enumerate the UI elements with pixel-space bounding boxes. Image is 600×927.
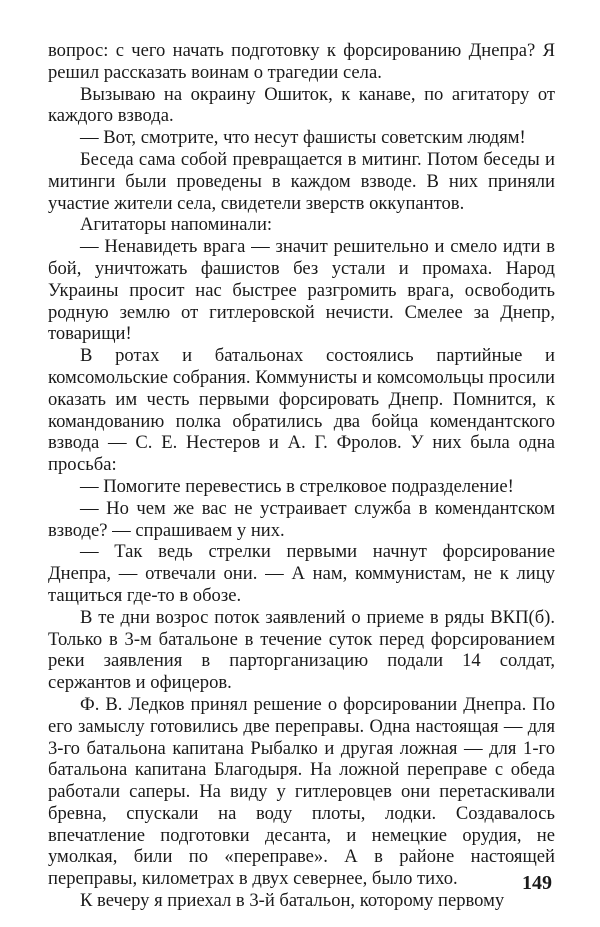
paragraph-6: — Ненавидеть врага — значит решительно и смело идти в бой, уничтожать фашистов без устали и промаха. Народ Украины просит нас быстрее разгромить врага, освободить родную землю от гитлеровской нечисти. Смелее за Днепр, товарищи!	[48, 236, 555, 345]
page-number: 149	[522, 872, 552, 894]
paragraph-12: Ф. В. Ледков принял решение о форсировании Днепра. По его замыслу готовились две переправы. Одна настоящая — для 3-го батальона капитана Рыбалко и другая ложная — для 1-го батальона капитана Благодыря. На ложной переправе с обеда работали саперы. На виду у гитлеровцев они перетаскивали бревна, спускали на воду плоты, лодки. Создавалось впечатление подготовки десанта, и немецкие орудия, не умолкая, били по «переправе». А в районе настоящей переправы, километрах в двух севернее, было тихо.	[48, 693, 555, 890]
paragraph-7: В ротах и батальонах состоялись партийные и комсомольские собрания. Коммунисты и комсомольцы просили оказать им честь первыми форсировать Днепр. Помнится, к командованию полка обратились два бойца комендантского взвода — С. Е. Нестеров и А. Г. Фролов. У них была одна просьба:	[48, 345, 555, 476]
paragraph-3: — Вот, смотрите, что несут фашисты советским людям!	[80, 127, 526, 149]
paragraph-9: — Но чем же вас не устраивает служба в комендантском взводе? — спрашиваем у них.	[48, 497, 555, 541]
page-text	[48, 40, 555, 912]
paragraph-11: В те дни возрос поток заявлений о приеме в ряды ВКП(б). Только в 3-м батальоне в течение суток перед форсированием реки заявления в парторганизацию подали 14 солдат, сержантов и офицеров.	[48, 606, 555, 694]
paragraph-8: — Помогите перевестись в стрелковое подразделение!	[80, 475, 514, 497]
paragraph-13: К вечеру я приехал в 3-й батальон, которому первому	[80, 890, 505, 912]
paragraph-2: Вызываю на окраину Ошиток, к канаве, по агитатору от каждого взвода.	[48, 83, 555, 127]
paragraph-1: вопрос: с чего начать подготовку к форсированию Днепра? Я решил рассказать воинам о трагедии села.	[48, 40, 555, 83]
paragraph-5: Агитаторы напоминали:	[80, 214, 273, 236]
paragraph-10: — Так ведь стрелки первыми начнут форсирование Днепра, — отвечали они. — А нам, коммунистам, не к лицу тащиться где-то в обозе.	[48, 541, 555, 606]
paragraph-4: Беседа сама собой превращается в митинг. Потом беседы и митинги были проведены в каждом взводе. В них приняли участие жители села, свидетели зверств оккупантов.	[48, 148, 555, 214]
